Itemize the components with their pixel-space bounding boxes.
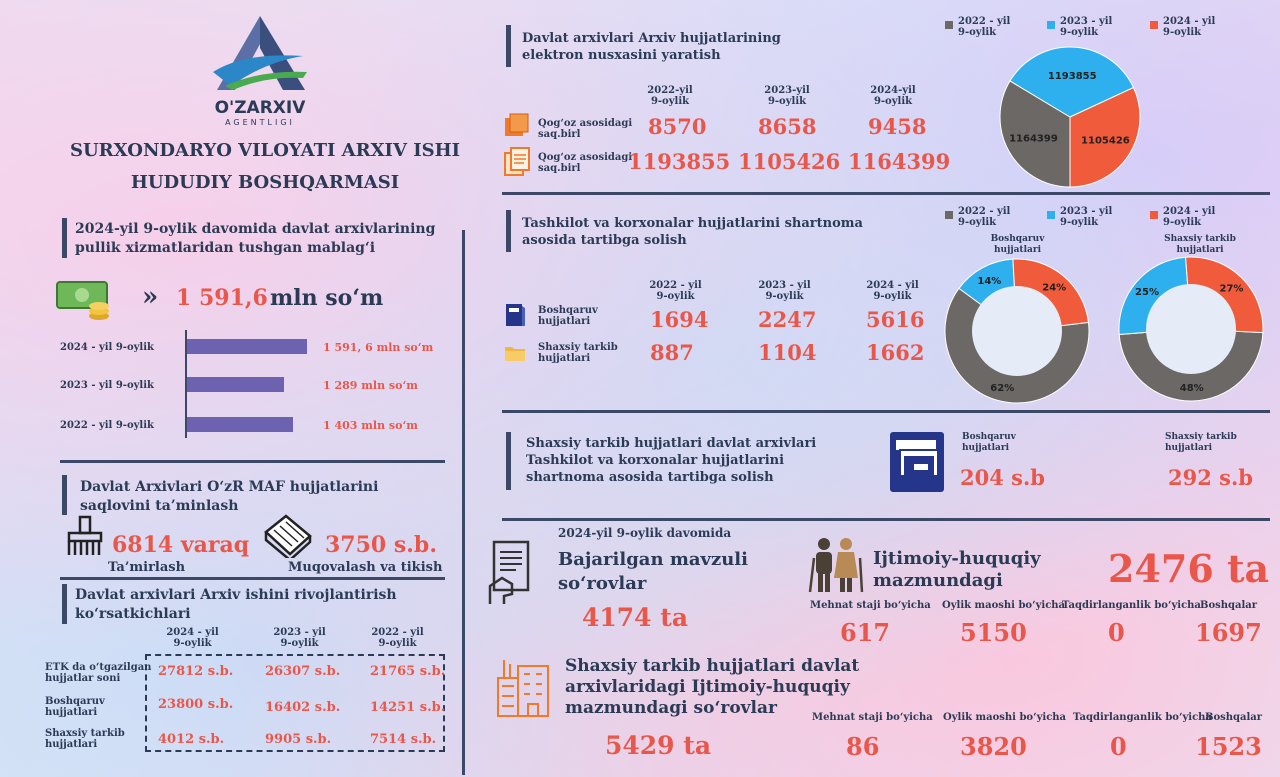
- personnel-c1-l1: Boshqaruv: [962, 432, 1016, 442]
- logo: [205, 12, 315, 127]
- social-col-label: Taqdirlanganlik bo‘yicha: [1062, 600, 1201, 611]
- personal-col-value: 1523: [1195, 732, 1262, 761]
- donut2-title: [1155, 234, 1245, 256]
- contract-row-l1: Boshqaruv: [538, 305, 598, 316]
- social-col-label: Boshqalar: [1200, 600, 1258, 611]
- personnel-c2-l2: hujjatlari: [1165, 443, 1212, 453]
- dev-cell: 4012 s.b.: [158, 732, 225, 747]
- personal-title-l3: mazmundagi so‘rovlar: [565, 698, 777, 718]
- book-binding-icon: [262, 512, 314, 562]
- contract-col-header: [752, 280, 817, 302]
- contract-cell: 887: [650, 340, 694, 365]
- digital-pie-chart: [995, 45, 1145, 190]
- dev-row-l1: ETK da o‘tgazilgan: [45, 662, 152, 673]
- dev-col-l1: 2022 - yil: [371, 627, 424, 638]
- boshqaruv-donut-chart: [942, 256, 1092, 406]
- digital-col-l1: 2024-yil: [870, 85, 916, 96]
- legend-label: [1060, 16, 1112, 38]
- income-row-value: 1 289 mln so‘m: [323, 379, 418, 392]
- donut1-title: [980, 234, 1055, 256]
- social-col-value: 1697: [1195, 618, 1262, 647]
- documents-icon: [502, 145, 532, 183]
- digital-row-l2: saq.birl: [538, 163, 581, 174]
- income-arrow: »: [142, 282, 159, 312]
- divider: [502, 518, 1270, 521]
- contract-col-l2: 9-oylik: [656, 291, 695, 302]
- pie-slice-label: 1105426: [1081, 135, 1130, 147]
- digital-col-header: [752, 85, 822, 107]
- personnel-col2-label: [1165, 432, 1237, 454]
- contract-col-l1: 2022 - yil: [649, 280, 702, 291]
- personnel-col2-value: 292 s.b: [1168, 465, 1253, 490]
- contract-cell: 1104: [758, 340, 817, 365]
- dev-row-l2: hujjatlari: [45, 707, 98, 718]
- dev-col-header: [155, 627, 230, 649]
- digital-cell: 1164399: [848, 149, 951, 174]
- legend-l2: 9-oylik: [958, 217, 997, 228]
- thematic-title-l1: Bajarilgan mavzuli: [558, 549, 748, 570]
- digital-cell: 8570: [648, 114, 707, 139]
- legend-l1: 2023 - yil: [1060, 16, 1113, 27]
- personal-value: 5429 ta: [605, 731, 712, 760]
- social-col-value: 0: [1108, 618, 1125, 647]
- dev-row-label: [45, 662, 151, 684]
- dev-row-label: [45, 728, 125, 750]
- donut-slice-label: 25%: [1135, 287, 1159, 299]
- income-total: 1 591,6: [176, 285, 268, 311]
- social-title-l1: Ijtimoiy-huquqiy: [873, 548, 1041, 569]
- digital-title-line1: Davlat arxivlari Arxiv hujjatlarining: [522, 31, 781, 46]
- digital-section-marker: [506, 25, 511, 67]
- maf-title-line2: saqlovini ta’minlash: [80, 498, 239, 514]
- maf-section-marker: [62, 475, 67, 515]
- ozarxiv-logo-icon: [205, 12, 315, 94]
- maf-title-line1: Davlat Arxivlari O‘zR MAF hujjatlarini: [80, 479, 379, 495]
- personal-col-value: 0: [1110, 732, 1127, 761]
- donut2-title-l1: Shaxsiy tarkib: [1164, 234, 1236, 244]
- personnel-title: [526, 435, 816, 486]
- column-divider: [462, 230, 465, 775]
- contract-col-l2: 9-oylik: [873, 291, 912, 302]
- binding-label: Muqovalash va tikish: [288, 560, 443, 575]
- personnel-c2-l1: Shaxsiy tarkib: [1165, 432, 1237, 442]
- pie-slice-label: 1193855: [1047, 71, 1097, 83]
- digital-col-l2: 9-oylik: [767, 96, 807, 107]
- donut-hole: [1146, 284, 1236, 374]
- legend-label: [1163, 16, 1215, 38]
- digital-col-header: [858, 85, 928, 107]
- clipboard-icon: [486, 538, 534, 612]
- dev-row-l2: hujjatlar soni: [45, 673, 121, 684]
- personal-col-value: 86: [846, 732, 880, 761]
- elderly-icon: [808, 536, 864, 598]
- digital-row-l1: Qog‘oz asosidagi: [538, 118, 633, 129]
- dev-cell: 9905 s.b.: [265, 732, 332, 747]
- income-title-line2: pullik xizmatlaridan tushgan mablag‘i: [75, 240, 376, 256]
- thematic-title: [558, 548, 748, 596]
- donut-slice-label: 27%: [1219, 283, 1244, 295]
- personal-col-label: Mehnat staji bo‘yicha: [812, 712, 933, 723]
- contract-col-header: [860, 280, 925, 302]
- digital-cell: 1105426: [738, 149, 841, 174]
- personal-title: [565, 656, 859, 719]
- income-row-value: 1 403 mln so‘m: [323, 419, 418, 432]
- dev-cell: 16402 s.b.: [265, 700, 341, 715]
- legend-l2: 9-oylik: [1163, 217, 1202, 228]
- contract-cell: 5616: [866, 307, 925, 332]
- digital-title: [522, 30, 781, 64]
- legend-swatch: [1150, 211, 1158, 219]
- donut-slice-label: 62%: [990, 383, 1015, 395]
- social-title-l2: mazmundagi: [873, 570, 1003, 591]
- personal-col-label: Boshqalar: [1205, 712, 1263, 723]
- dev-cell: 7514 s.b.: [370, 732, 437, 747]
- contract-row-l1: Shaxsiy tarkib: [538, 342, 618, 353]
- personnel-title-line1: Shaxsiy tarkib hujjatlari davlat arxivlari: [526, 436, 817, 451]
- income-unit: mln so‘m: [270, 285, 384, 311]
- binding-value: 3750 s.b.: [325, 532, 437, 558]
- dev-row-l2: hujjatlari: [45, 739, 98, 750]
- repair-value: 6814 varaq: [112, 532, 250, 558]
- dev-col-l2: 9-oylik: [173, 638, 212, 649]
- social-col-value: 5150: [960, 618, 1027, 647]
- contract-title-line2: asosida tartibga solish: [522, 233, 687, 248]
- legend-label: [958, 16, 1010, 38]
- repair-label: Ta’mirlash: [108, 560, 186, 575]
- donut2-title-l2: hujjatlari: [1176, 245, 1224, 255]
- dev-row-l1: Shaxsiy tarkib: [45, 728, 125, 739]
- personal-col-value: 3820: [960, 732, 1027, 761]
- personnel-c1-l2: hujjatlari: [962, 443, 1009, 453]
- legend-label: [958, 206, 1010, 228]
- legend-swatch: [1047, 211, 1055, 219]
- digital-col-l2: 9-oylik: [873, 96, 913, 107]
- contract-col-l1: 2024 - yil: [866, 280, 919, 291]
- requests-period: 2024-yil 9-oylik davomida: [558, 526, 732, 540]
- personal-title-l1: Shaxsiy tarkib hujjatlari davlat: [565, 656, 860, 676]
- page-title: [40, 135, 490, 199]
- digital-col-l2: 9-oylik: [650, 96, 690, 107]
- dev-title-line1: Davlat arxivlari Arxiv ishini rivojlantirish: [75, 587, 397, 603]
- paper-stack-icon: [502, 110, 532, 144]
- legend-l2: 9-oylik: [1060, 27, 1099, 38]
- maf-title: [80, 478, 378, 516]
- contract-cell: 1662: [866, 340, 925, 365]
- income-row-label: 2023 - yil 9-oylik: [60, 380, 154, 391]
- social-title: [873, 548, 1041, 592]
- shaxsiy-donut-chart: [1116, 254, 1266, 404]
- contract-cell: 2247: [758, 307, 817, 332]
- contract-row-l2: hujjatlari: [538, 353, 591, 364]
- divider: [60, 460, 445, 463]
- dev-cell: 14251 s.b.: [370, 700, 446, 715]
- digital-title-line2: elektron nusxasini yaratish: [522, 48, 721, 63]
- contract-col-l2: 9-oylik: [765, 291, 804, 302]
- binder-icon: [504, 302, 526, 332]
- legend-swatch: [1150, 21, 1158, 29]
- legend-l1: 2024 - yil: [1163, 16, 1216, 27]
- dev-row-label: [45, 696, 105, 718]
- income-bar: [187, 417, 293, 432]
- income-title-line1: 2024-yil 9-oylik davomida davlat arxivlarining: [75, 221, 436, 237]
- thematic-title-l2: so‘rovlar: [558, 573, 647, 594]
- dev-col-l2: 9-oylik: [378, 638, 417, 649]
- legend-swatch: [1047, 21, 1055, 29]
- contract-row-l2: hujjatlari: [538, 316, 591, 327]
- logo-name: O'ZARXIV: [214, 98, 306, 118]
- divider: [502, 410, 1270, 413]
- legend-l1: 2022 - yil: [958, 206, 1011, 217]
- social-col-label: Oylik maoshi bo‘yicha: [942, 600, 1066, 611]
- personal-title-l2: arxivlaridagi Ijtimoiy-huquqiy: [565, 677, 850, 697]
- digital-col-l1: 2023-yil: [764, 85, 810, 96]
- social-value: 2476 ta: [1108, 546, 1270, 591]
- income-section-marker: [62, 218, 67, 258]
- digital-col-header: [635, 85, 705, 107]
- page-title-line2: HUDUDIY BOSHQARMASI: [130, 172, 400, 193]
- digital-cell: 9458: [868, 114, 927, 139]
- contract-row-label: [538, 305, 598, 327]
- digital-row-label: [538, 118, 632, 140]
- personnel-title-line2: Tashkilot va korxonalar hujjatlarini: [526, 453, 785, 468]
- dev-title-line2: ko‘rsatkichlari: [75, 606, 191, 622]
- legend-swatch: [945, 211, 953, 219]
- logo-sub: AGENTLIGI: [225, 118, 295, 127]
- legend-swatch: [945, 21, 953, 29]
- dev-col-l1: 2023 - yil: [273, 627, 326, 638]
- contract-cell: 1694: [650, 307, 709, 332]
- legend-l1: 2022 - yil: [958, 16, 1011, 27]
- divider: [60, 577, 445, 580]
- income-title: [75, 220, 435, 258]
- social-col-label: Mehnat staji bo‘yicha: [810, 600, 931, 611]
- dev-cell: 27812 s.b.: [158, 664, 234, 679]
- legend-label: [1163, 206, 1215, 228]
- legend-l2: 9-oylik: [1163, 27, 1202, 38]
- personnel-col1-value: 204 s.b: [960, 465, 1045, 490]
- dev-section-marker: [62, 584, 67, 624]
- archive-folders-icon: [888, 430, 946, 498]
- social-col-value: 617: [840, 618, 891, 647]
- contract-title: [522, 215, 863, 249]
- money-icon: [55, 278, 115, 326]
- divider: [502, 192, 1270, 195]
- personnel-section-marker: [506, 432, 511, 490]
- donut-slice-label: 48%: [1179, 382, 1204, 394]
- pie-slice-label: 1164399: [1009, 133, 1058, 145]
- page-title-line1: SURXONDARYO VILOYATI ARXIV ISHI: [69, 140, 461, 161]
- personal-col-label: Taqdirlanganlik bo‘yicha: [1073, 712, 1212, 723]
- income-row-label: 2022 - yil 9-oylik: [60, 420, 154, 431]
- legend-l2: 9-oylik: [958, 27, 997, 38]
- building-icon: [494, 656, 552, 722]
- dev-cell: 23800 s.b.: [158, 697, 234, 712]
- personnel-title-line3: shartnoma asosida tartibga solish: [526, 470, 774, 485]
- dev-col-l2: 9-oylik: [280, 638, 319, 649]
- digital-cell: 8658: [758, 114, 817, 139]
- dev-col-l1: 2024 - yil: [166, 627, 219, 638]
- donut1-title-l1: Boshqaruv: [990, 234, 1045, 244]
- donut-slice-label: 24%: [1042, 282, 1067, 294]
- donut-hole: [972, 286, 1062, 376]
- contract-section-marker: [506, 210, 511, 252]
- digital-col-l1: 2022-yil: [647, 85, 693, 96]
- dev-cell: 21765 s.b.: [370, 664, 446, 679]
- income-row-value: 1 591, 6 mln so‘m: [323, 341, 434, 354]
- dev-cell: 26307 s.b.: [265, 664, 341, 679]
- personal-col-label: Oylik maoshi bo‘yicha: [943, 712, 1067, 723]
- legend-label: [1060, 206, 1112, 228]
- legend-l1: 2023 - yil: [1060, 206, 1113, 217]
- digital-row-l2: saq.birl: [538, 129, 581, 140]
- digital-row-label: [538, 152, 632, 174]
- brush-icon: [65, 515, 105, 561]
- legend-l2: 9-oylik: [1060, 217, 1099, 228]
- personnel-col1-label: [962, 432, 1016, 454]
- digital-row-l1: Qog‘oz asosidagi: [538, 152, 633, 163]
- legend-l1: 2024 - yil: [1163, 206, 1216, 217]
- thematic-value: 4174 ta: [582, 603, 689, 632]
- contract-col-header: [643, 280, 708, 302]
- income-row-label: 2024 - yil 9-oylik: [60, 342, 154, 353]
- contract-title-line1: Tashkilot va korxonalar hujjatlarini shartnoma: [522, 216, 863, 231]
- income-bar: [187, 377, 284, 392]
- folder-icon: [504, 344, 526, 366]
- contract-row-label: [538, 342, 618, 364]
- dev-row-l1: Boshqaruv: [45, 696, 105, 707]
- donut1-title-l2: hujjatlari: [994, 245, 1041, 255]
- dev-col-header: [262, 627, 337, 649]
- dev-col-header: [360, 627, 435, 649]
- digital-cell: 1193855: [628, 149, 731, 174]
- income-bar: [187, 339, 307, 354]
- contract-col-l1: 2023 - yil: [758, 280, 811, 291]
- dev-title: [75, 586, 397, 624]
- donut-slice-label: 14%: [977, 276, 1002, 288]
